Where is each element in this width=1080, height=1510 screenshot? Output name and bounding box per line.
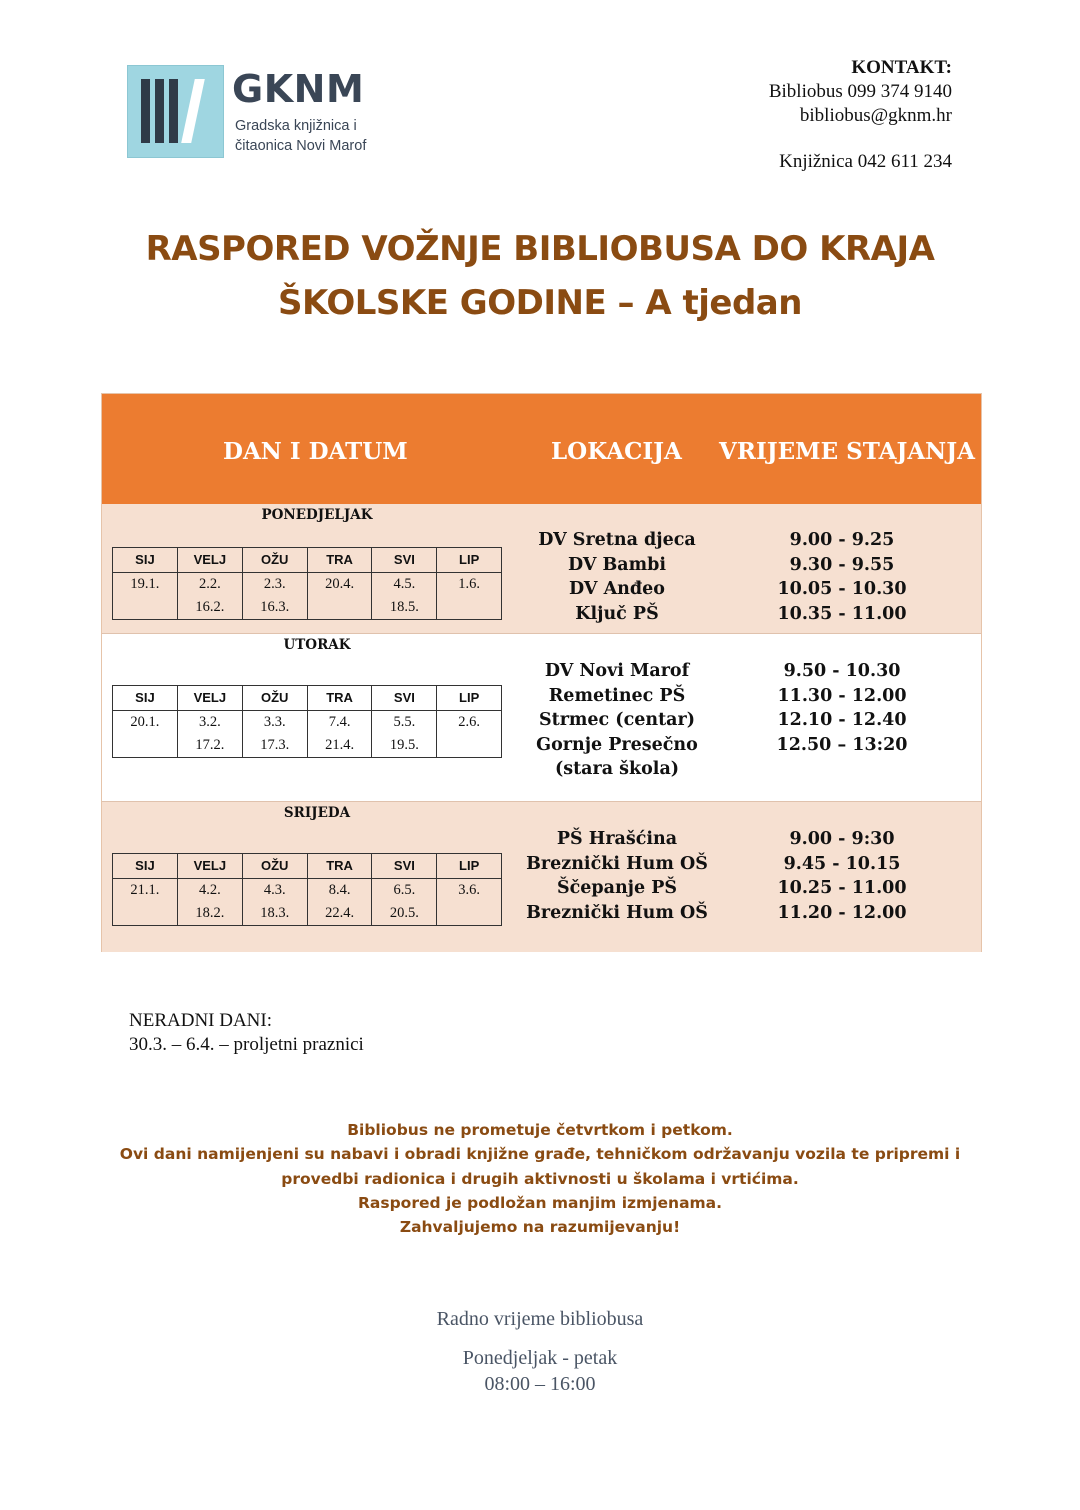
date-cell: 6.5. 20.5. (372, 879, 437, 926)
date-cell: 19.1. (113, 573, 178, 620)
time-item: 9.30 - 9.55 (789, 554, 895, 575)
non-working-days (129, 1009, 364, 1057)
locations-list (502, 659, 732, 782)
month-header: VELJ (177, 548, 242, 573)
time-item: 12.50 – 13:20 (776, 734, 908, 755)
month-header: SIJ (113, 854, 178, 879)
month-header: OŽU (242, 854, 307, 879)
location-item: DV Sretna djeca (538, 530, 696, 550)
month-header: OŽU (242, 548, 307, 573)
day-name: SRIJEDA (283, 805, 351, 821)
location-item: PŠ Hrašćina (556, 829, 678, 849)
location-item: Gornje Presečno (536, 734, 698, 755)
location-item: Breznički Hum OŠ (526, 902, 708, 923)
notice-line: Zahvaljujemo na razumijevanju! (399, 1218, 681, 1237)
month-header: TRA (307, 548, 372, 573)
notice-line: Ovi dani namijenjeni su nabavi i obradi knjižne građe, tehničkom održavanju vozila te pripremi i (119, 1145, 961, 1164)
day-name: UTORAK (283, 637, 351, 653)
date-cell: 4.2. 18.2. (177, 879, 242, 926)
logo-subtitle-line1: Gradska knjižnica i (235, 118, 357, 134)
time-item: 10.25 - 11.00 (777, 878, 907, 898)
day-name: PONEDJELJAK (261, 507, 373, 523)
month-header: SVI (372, 548, 437, 573)
books-icon (127, 65, 224, 158)
non-working-label: NERADNI DANI: (129, 1010, 273, 1031)
month-header: LIP (437, 686, 502, 711)
date-cell: 2.3. 16.3. (242, 573, 307, 620)
date-cell: 7.4. 21.4. (307, 711, 372, 758)
time-item: 11.30 - 12.00 (777, 685, 907, 706)
working-hours (0, 1306, 1080, 1397)
location-item: Strmec (centar) (538, 710, 696, 730)
times-list (742, 659, 942, 757)
logo-subtitle-line2: čitaonica Novi Marof (235, 138, 367, 154)
date-cell: 3.3. 17.3. (242, 711, 307, 758)
title-line1: RASPORED VOŽNJE BIBLIOBUSA DO KRAJA (145, 229, 935, 269)
location-item: Ščepanje PŠ (556, 878, 678, 898)
location-item: DV Novi Marof (544, 661, 690, 681)
working-hours-title: Radno vrijeme bibliobusa (436, 1308, 644, 1330)
dates-table (112, 547, 502, 620)
notice-line: provedbi radionica i drugih aktivnosti u školama i vrtićima. (281, 1169, 799, 1188)
date-cell: 4.3. 18.3. (242, 879, 307, 926)
contact-label: KONTAKT: (851, 57, 952, 78)
non-working-item: 30.3. – 6.4. – proljetni praznici (129, 1034, 364, 1055)
schedule-row-monday (102, 504, 981, 633)
time-item: 9.00 - 9:30 (789, 829, 895, 849)
month-header: OŽU (242, 686, 307, 711)
time-item: 9.50 - 10.30 (783, 661, 901, 681)
month-header: VELJ (177, 854, 242, 879)
logo-subtitle (235, 116, 385, 156)
time-item: 9.45 - 10.15 (783, 853, 901, 874)
header-location: LOKACIJA (551, 438, 682, 465)
working-hours-days: Ponedjeljak - petak (462, 1347, 618, 1369)
header-time: VRIJEME STAJANJA (719, 438, 975, 465)
month-header: TRA (307, 854, 372, 879)
library-logo (127, 65, 367, 160)
month-header: LIP (437, 548, 502, 573)
schedule-row-tuesday (102, 633, 981, 801)
working-hours-time: 08:00 – 16:00 (484, 1373, 596, 1395)
contact-block (769, 56, 952, 174)
logo-title: GKNM (232, 67, 365, 111)
month-header: SVI (372, 854, 437, 879)
page-title (0, 222, 1080, 330)
time-item: 12.10 - 12.40 (777, 710, 907, 730)
bibliobus-phone: Bibliobus 099 374 9140 (768, 81, 952, 102)
month-header: SVI (372, 686, 437, 711)
date-cell: 3.6. (437, 879, 502, 926)
locations-list (502, 528, 732, 626)
notice-line: Bibliobus ne prometuje četvrtkom i petkom. (347, 1121, 733, 1139)
time-item: 9.00 - 9.25 (789, 530, 895, 550)
time-item: 10.35 - 11.00 (777, 603, 907, 624)
location-item: Ključ PŠ (575, 603, 659, 624)
location-item: DV Bambi (567, 554, 667, 575)
location-item: Breznički Hum OŠ (526, 853, 708, 874)
schedule-header (102, 394, 981, 504)
month-header: SIJ (113, 686, 178, 711)
location-item: (stara škola) (554, 759, 680, 779)
dates-table (112, 685, 502, 758)
header-day-date: DAN I DATUM (223, 438, 408, 465)
schedule-table (101, 393, 982, 952)
time-item: 10.05 - 10.30 (777, 579, 907, 599)
date-cell: 2.6. (437, 711, 502, 758)
location-item: DV Anđeo (569, 579, 665, 599)
date-cell: 20.4. (307, 573, 372, 620)
locations-list (502, 827, 732, 925)
month-header: LIP (437, 854, 502, 879)
month-header: VELJ (177, 686, 242, 711)
date-cell: 3.2. 17.2. (177, 711, 242, 758)
date-cell: 2.2. 16.2. (177, 573, 242, 620)
schedule-row-wednesday (102, 801, 981, 952)
date-cell: 8.4. 22.4. (307, 879, 372, 926)
location-item: Remetinec PŠ (548, 685, 686, 706)
times-list (742, 827, 942, 925)
month-header: TRA (307, 686, 372, 711)
notice-line: Raspored je podložan manjim izmjenama. (357, 1193, 723, 1212)
dates-table (112, 853, 502, 926)
contact-email[interactable]: bibliobus@gknm.hr (799, 105, 952, 126)
date-cell: 5.5. 19.5. (372, 711, 437, 758)
date-cell: 1.6. (437, 573, 502, 620)
month-header: SIJ (113, 548, 178, 573)
time-item: 11.20 - 12.00 (777, 902, 907, 923)
times-list (742, 528, 942, 626)
date-cell: 4.5. 18.5. (372, 573, 437, 620)
date-cell: 21.1. (113, 879, 178, 926)
library-phone: Knjižnica 042 611 234 (779, 151, 952, 172)
date-cell: 20.1. (113, 711, 178, 758)
title-line2: ŠKOLSKE GODINE – A tjedan (278, 283, 802, 323)
notice-block (0, 1118, 1080, 1239)
